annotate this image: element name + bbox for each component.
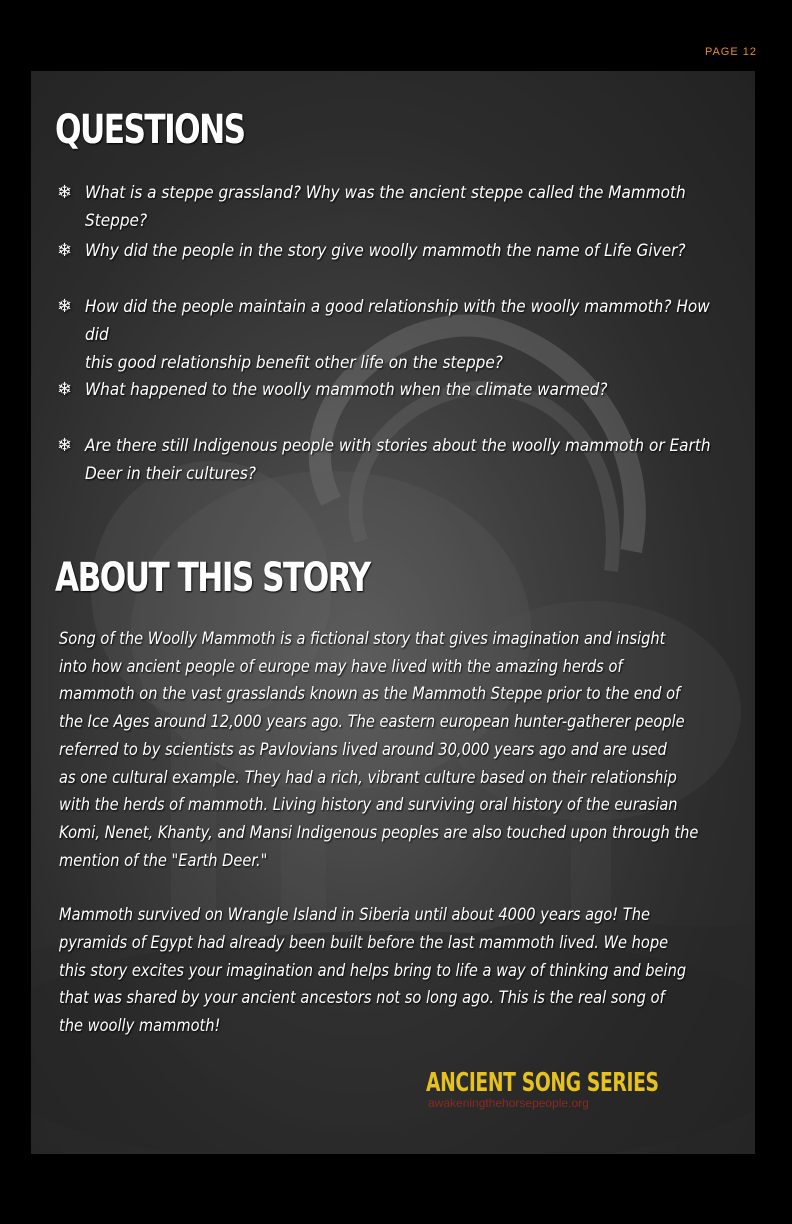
questions-heading: QUESTIONS bbox=[55, 107, 245, 153]
snowflake-icon: ❄ bbox=[57, 379, 73, 400]
text-line: the woolly mammoth! bbox=[59, 1016, 221, 1037]
question-text: Why did the people in the story give woolly mammoth the name of Life Giver? bbox=[85, 241, 686, 261]
snowflake-icon: ❄ bbox=[57, 182, 73, 203]
text-line: the Ice Ages around 12,000 years ago. The eastern european hunter-gatherer people bbox=[59, 712, 685, 733]
question-item bbox=[53, 376, 755, 404]
text-line: as one cultural example. They had a rich, vibrant culture based on their relationship bbox=[59, 767, 677, 788]
text-line: pyramids of Egypt had already been built before the last mammoth lived. We hope bbox=[59, 933, 669, 954]
content-panel bbox=[31, 71, 755, 1154]
text-line: mammoth on the vast grasslands known as the Mammoth Steppe prior to the end of bbox=[59, 684, 681, 705]
series-logo bbox=[426, 1068, 659, 1110]
text-line: mention of the "Earth Deer." bbox=[59, 850, 268, 871]
about-body bbox=[59, 626, 699, 1068]
snowflake-icon: ❄ bbox=[57, 435, 73, 456]
about-heading: ABOUT THIS STORY bbox=[55, 555, 370, 601]
text-line: Song of the Woolly Mammoth is a fictional story that gives imagination and insight bbox=[59, 629, 666, 649]
text-line: this story excites your imagination and helps bring to life a way of thinking and being bbox=[59, 960, 687, 981]
question-item bbox=[53, 293, 755, 377]
text-line: with the herds of mammoth. Living history and surviving oral history of the eurasian bbox=[59, 795, 678, 816]
text-line: Mammoth survived on Wrangle Island in Siberia until about 4000 years ago! The bbox=[59, 905, 651, 926]
text-line: into how ancient people of europe may have lived with the amazing herds of bbox=[59, 656, 623, 677]
about-paragraph-1 bbox=[59, 626, 699, 875]
page-number: PAGE 12 bbox=[704, 46, 757, 58]
about-paragraph-2 bbox=[59, 902, 695, 1041]
question-item bbox=[53, 237, 755, 265]
text-line: referred to by scientists as Pavlovians lived around 30,000 years ago and are used bbox=[59, 739, 667, 760]
question-text: Are there still Indigenous people with stories about the woolly mammoth or Earth Deer in their cultures? bbox=[85, 436, 711, 484]
snowflake-icon: ❄ bbox=[57, 296, 73, 317]
logo-title: ANCIENT SONG SERIES bbox=[426, 1068, 659, 1098]
text-line: Komi, Nenet, Khanty, and Mansi Indigenous peoples are also touched upon through the bbox=[59, 822, 699, 843]
question-item bbox=[53, 432, 755, 488]
question-text: What happened to the woolly mammoth when the climate warmed? bbox=[85, 380, 608, 400]
logo-url[interactable]: awakeningthehorsepeople.org bbox=[428, 1096, 589, 1110]
question-text: How did the people maintain a good relationship with the woolly mammoth? How did this good relationship benefit other life on the steppe? bbox=[85, 297, 710, 373]
question-item bbox=[53, 179, 755, 235]
text-line: that was shared by your ancient ancestors not so long ago. This is the real song of bbox=[59, 988, 665, 1009]
question-text: What is a steppe grassland? Why was the ancient steppe called the Mammoth Steppe? bbox=[85, 183, 686, 231]
snowflake-icon: ❄ bbox=[57, 240, 73, 261]
